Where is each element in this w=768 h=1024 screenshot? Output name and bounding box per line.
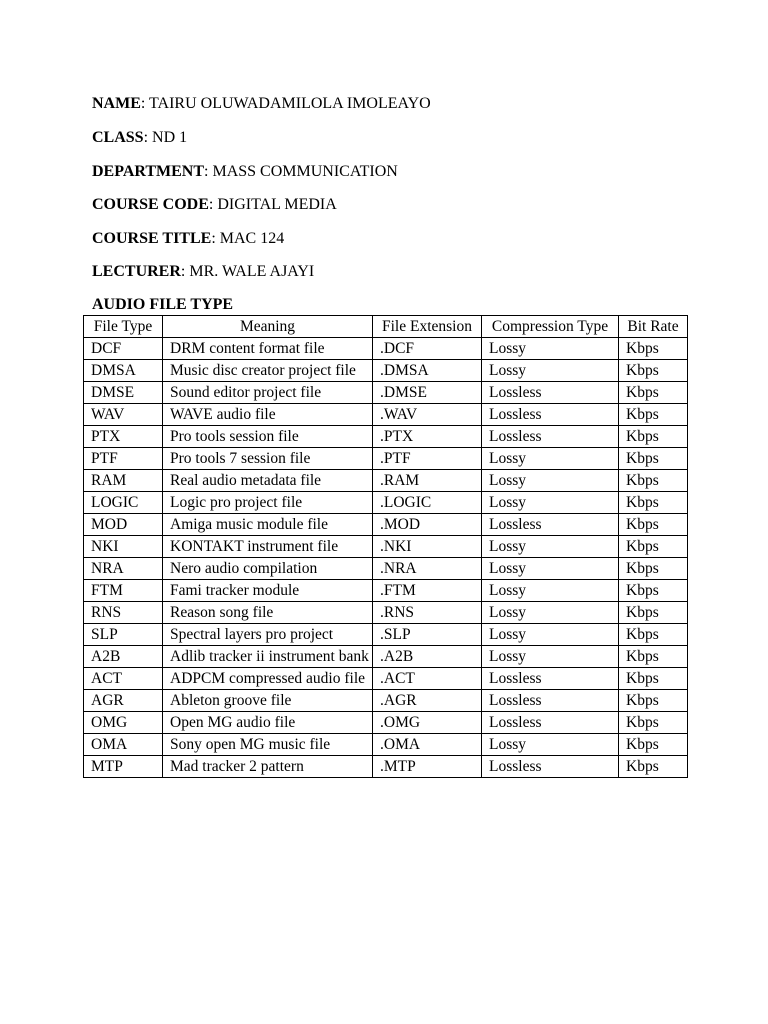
cell-compression-type: Lossless xyxy=(482,712,619,734)
cell-file-type: FTM xyxy=(84,580,163,602)
table-row xyxy=(84,756,688,778)
cell-bit-rate: Kbps xyxy=(619,646,688,668)
header-file-extension: File Extension xyxy=(373,316,482,338)
cell-file-type: RAM xyxy=(84,470,163,492)
cell-file-extension: .RNS xyxy=(373,602,482,624)
cell-file-extension: .NRA xyxy=(373,558,482,580)
cell-meaning: DRM content format file xyxy=(163,338,373,360)
cell-compression-type: Lossy xyxy=(482,602,619,624)
table-row xyxy=(84,514,688,536)
cell-meaning: Amiga music module file xyxy=(163,514,373,536)
cell-file-type: PTX xyxy=(84,426,163,448)
cell-file-type: NRA xyxy=(84,558,163,580)
cell-file-extension: .RAM xyxy=(373,470,482,492)
cell-file-type: PTF xyxy=(84,448,163,470)
cell-file-type: DCF xyxy=(84,338,163,360)
cell-file-type: ACT xyxy=(84,668,163,690)
cell-bit-rate: Kbps xyxy=(619,602,688,624)
cell-meaning: Adlib tracker ii instrument bank xyxy=(163,646,373,668)
class-label: CLASS xyxy=(92,129,144,146)
table-row xyxy=(84,426,688,448)
table-row xyxy=(84,536,688,558)
name-value: : TAIRU OLUWADAMILOLA IMOLEAYO xyxy=(140,95,431,112)
cell-bit-rate: Kbps xyxy=(619,492,688,514)
cell-file-type: RNS xyxy=(84,602,163,624)
table-row xyxy=(84,668,688,690)
cell-file-extension: .PTX xyxy=(373,426,482,448)
table-row xyxy=(84,558,688,580)
cell-meaning: Reason song file xyxy=(163,602,373,624)
cell-compression-type: Lossless xyxy=(482,668,619,690)
lecturer-value: : MR. WALE AJAYI xyxy=(180,263,315,280)
table-row xyxy=(84,624,688,646)
course-code-line xyxy=(92,195,337,215)
section-title: AUDIO FILE TYPE xyxy=(92,296,234,313)
course-title-line xyxy=(92,229,284,249)
cell-file-extension: .WAV xyxy=(373,404,482,426)
cell-meaning: Pro tools session file xyxy=(163,426,373,448)
cell-compression-type: Lossy xyxy=(482,734,619,756)
cell-meaning: KONTAKT instrument file xyxy=(163,536,373,558)
cell-compression-type: Lossy xyxy=(482,360,619,382)
table-row xyxy=(84,360,688,382)
department-label: DEPARTMENT xyxy=(92,163,205,180)
cell-bit-rate: Kbps xyxy=(619,470,688,492)
cell-file-extension: .DCF xyxy=(373,338,482,360)
table-row xyxy=(84,382,688,404)
cell-file-extension: .MOD xyxy=(373,514,482,536)
cell-file-extension: .AGR xyxy=(373,690,482,712)
cell-bit-rate: Kbps xyxy=(619,690,688,712)
table-row xyxy=(84,338,688,360)
cell-compression-type: Lossy xyxy=(482,492,619,514)
cell-file-extension: .DMSA xyxy=(373,360,482,382)
header-compression-type: Compression Type xyxy=(482,316,619,338)
name-label: NAME xyxy=(92,95,141,112)
audio-file-table xyxy=(83,315,688,778)
cell-meaning: Music disc creator project file xyxy=(163,360,373,382)
cell-compression-type: Lossless xyxy=(482,426,619,448)
cell-compression-type: Lossy xyxy=(482,558,619,580)
lecturer-line xyxy=(92,262,314,282)
cell-compression-type: Lossy xyxy=(482,448,619,470)
course-title-label: COURSE TITLE xyxy=(92,230,212,247)
cell-meaning: Ableton groove file xyxy=(163,690,373,712)
table-row xyxy=(84,646,688,668)
cell-file-extension: .MTP xyxy=(373,756,482,778)
cell-meaning: Sony open MG music file xyxy=(163,734,373,756)
table-row xyxy=(84,470,688,492)
cell-compression-type: Lossy xyxy=(482,646,619,668)
cell-file-extension: .NKI xyxy=(373,536,482,558)
cell-bit-rate: Kbps xyxy=(619,580,688,602)
header-file-type: File Type xyxy=(84,316,163,338)
cell-compression-type: Lossless xyxy=(482,404,619,426)
cell-file-extension: .FTM xyxy=(373,580,482,602)
cell-bit-rate: Kbps xyxy=(619,558,688,580)
cell-file-type: SLP xyxy=(84,624,163,646)
cell-compression-type: Lossless xyxy=(482,756,619,778)
cell-file-extension: .ACT xyxy=(373,668,482,690)
cell-bit-rate: Kbps xyxy=(619,382,688,404)
table-row xyxy=(84,492,688,514)
cell-file-type: OMA xyxy=(84,734,163,756)
cell-file-extension: .SLP xyxy=(373,624,482,646)
cell-bit-rate: Kbps xyxy=(619,426,688,448)
cell-file-extension: .A2B xyxy=(373,646,482,668)
cell-bit-rate: Kbps xyxy=(619,448,688,470)
cell-bit-rate: Kbps xyxy=(619,514,688,536)
cell-bit-rate: Kbps xyxy=(619,756,688,778)
course-code-value: : DIGITAL MEDIA xyxy=(208,196,337,213)
cell-file-type: A2B xyxy=(84,646,163,668)
course-title-value: : MAC 124 xyxy=(211,230,285,247)
cell-meaning: Real audio metadata file xyxy=(163,470,373,492)
cell-meaning: Logic pro project file xyxy=(163,492,373,514)
cell-bit-rate: Kbps xyxy=(619,668,688,690)
department-value: : MASS COMMUNICATION xyxy=(204,163,398,180)
cell-bit-rate: Kbps xyxy=(619,404,688,426)
cell-file-type: DMSE xyxy=(84,382,163,404)
cell-bit-rate: Kbps xyxy=(619,712,688,734)
cell-file-type: DMSA xyxy=(84,360,163,382)
cell-file-type: NKI xyxy=(84,536,163,558)
table-row xyxy=(84,712,688,734)
cell-file-type: OMG xyxy=(84,712,163,734)
cell-bit-rate: Kbps xyxy=(619,360,688,382)
name-line xyxy=(92,94,431,114)
cell-file-type: AGR xyxy=(84,690,163,712)
cell-compression-type: Lossless xyxy=(482,382,619,404)
header-meaning: Meaning xyxy=(163,316,373,338)
table-row xyxy=(84,448,688,470)
cell-compression-type: Lossy xyxy=(482,624,619,646)
cell-meaning: WAVE audio file xyxy=(163,404,373,426)
cell-compression-type: Lossless xyxy=(482,514,619,536)
table-row xyxy=(84,734,688,756)
cell-compression-type: Lossless xyxy=(482,690,619,712)
course-code-label: COURSE CODE xyxy=(92,196,209,213)
cell-compression-type: Lossy xyxy=(482,338,619,360)
cell-meaning: Pro tools 7 session file xyxy=(163,448,373,470)
department-line xyxy=(92,162,398,182)
cell-meaning: Mad tracker 2 pattern xyxy=(163,756,373,778)
lecturer-label: LECTURER xyxy=(92,263,181,280)
cell-file-extension: .OMA xyxy=(373,734,482,756)
cell-file-extension: .LOGIC xyxy=(373,492,482,514)
cell-bit-rate: Kbps xyxy=(619,536,688,558)
table-row xyxy=(84,404,688,426)
cell-meaning: Spectral layers pro project xyxy=(163,624,373,646)
cell-file-type: MOD xyxy=(84,514,163,536)
cell-compression-type: Lossy xyxy=(482,580,619,602)
table-header-row xyxy=(84,316,688,338)
cell-compression-type: Lossy xyxy=(482,470,619,492)
cell-meaning: ADPCM compressed audio file xyxy=(163,668,373,690)
table-row xyxy=(84,690,688,712)
cell-file-type: LOGIC xyxy=(84,492,163,514)
table-row xyxy=(84,580,688,602)
cell-file-extension: .PTF xyxy=(373,448,482,470)
cell-bit-rate: Kbps xyxy=(619,338,688,360)
cell-meaning: Nero audio compilation xyxy=(163,558,373,580)
class-line xyxy=(92,128,187,148)
cell-file-extension: .OMG xyxy=(373,712,482,734)
cell-file-extension: .DMSE xyxy=(373,382,482,404)
cell-meaning: Open MG audio file xyxy=(163,712,373,734)
cell-file-type: WAV xyxy=(84,404,163,426)
cell-compression-type: Lossy xyxy=(482,536,619,558)
cell-file-type: MTP xyxy=(84,756,163,778)
class-value: : ND 1 xyxy=(143,129,188,146)
cell-meaning: Sound editor project file xyxy=(163,382,373,404)
header-bit-rate: Bit Rate xyxy=(619,316,688,338)
table-row xyxy=(84,602,688,624)
cell-bit-rate: Kbps xyxy=(619,624,688,646)
cell-bit-rate: Kbps xyxy=(619,734,688,756)
cell-meaning: Fami tracker module xyxy=(163,580,373,602)
